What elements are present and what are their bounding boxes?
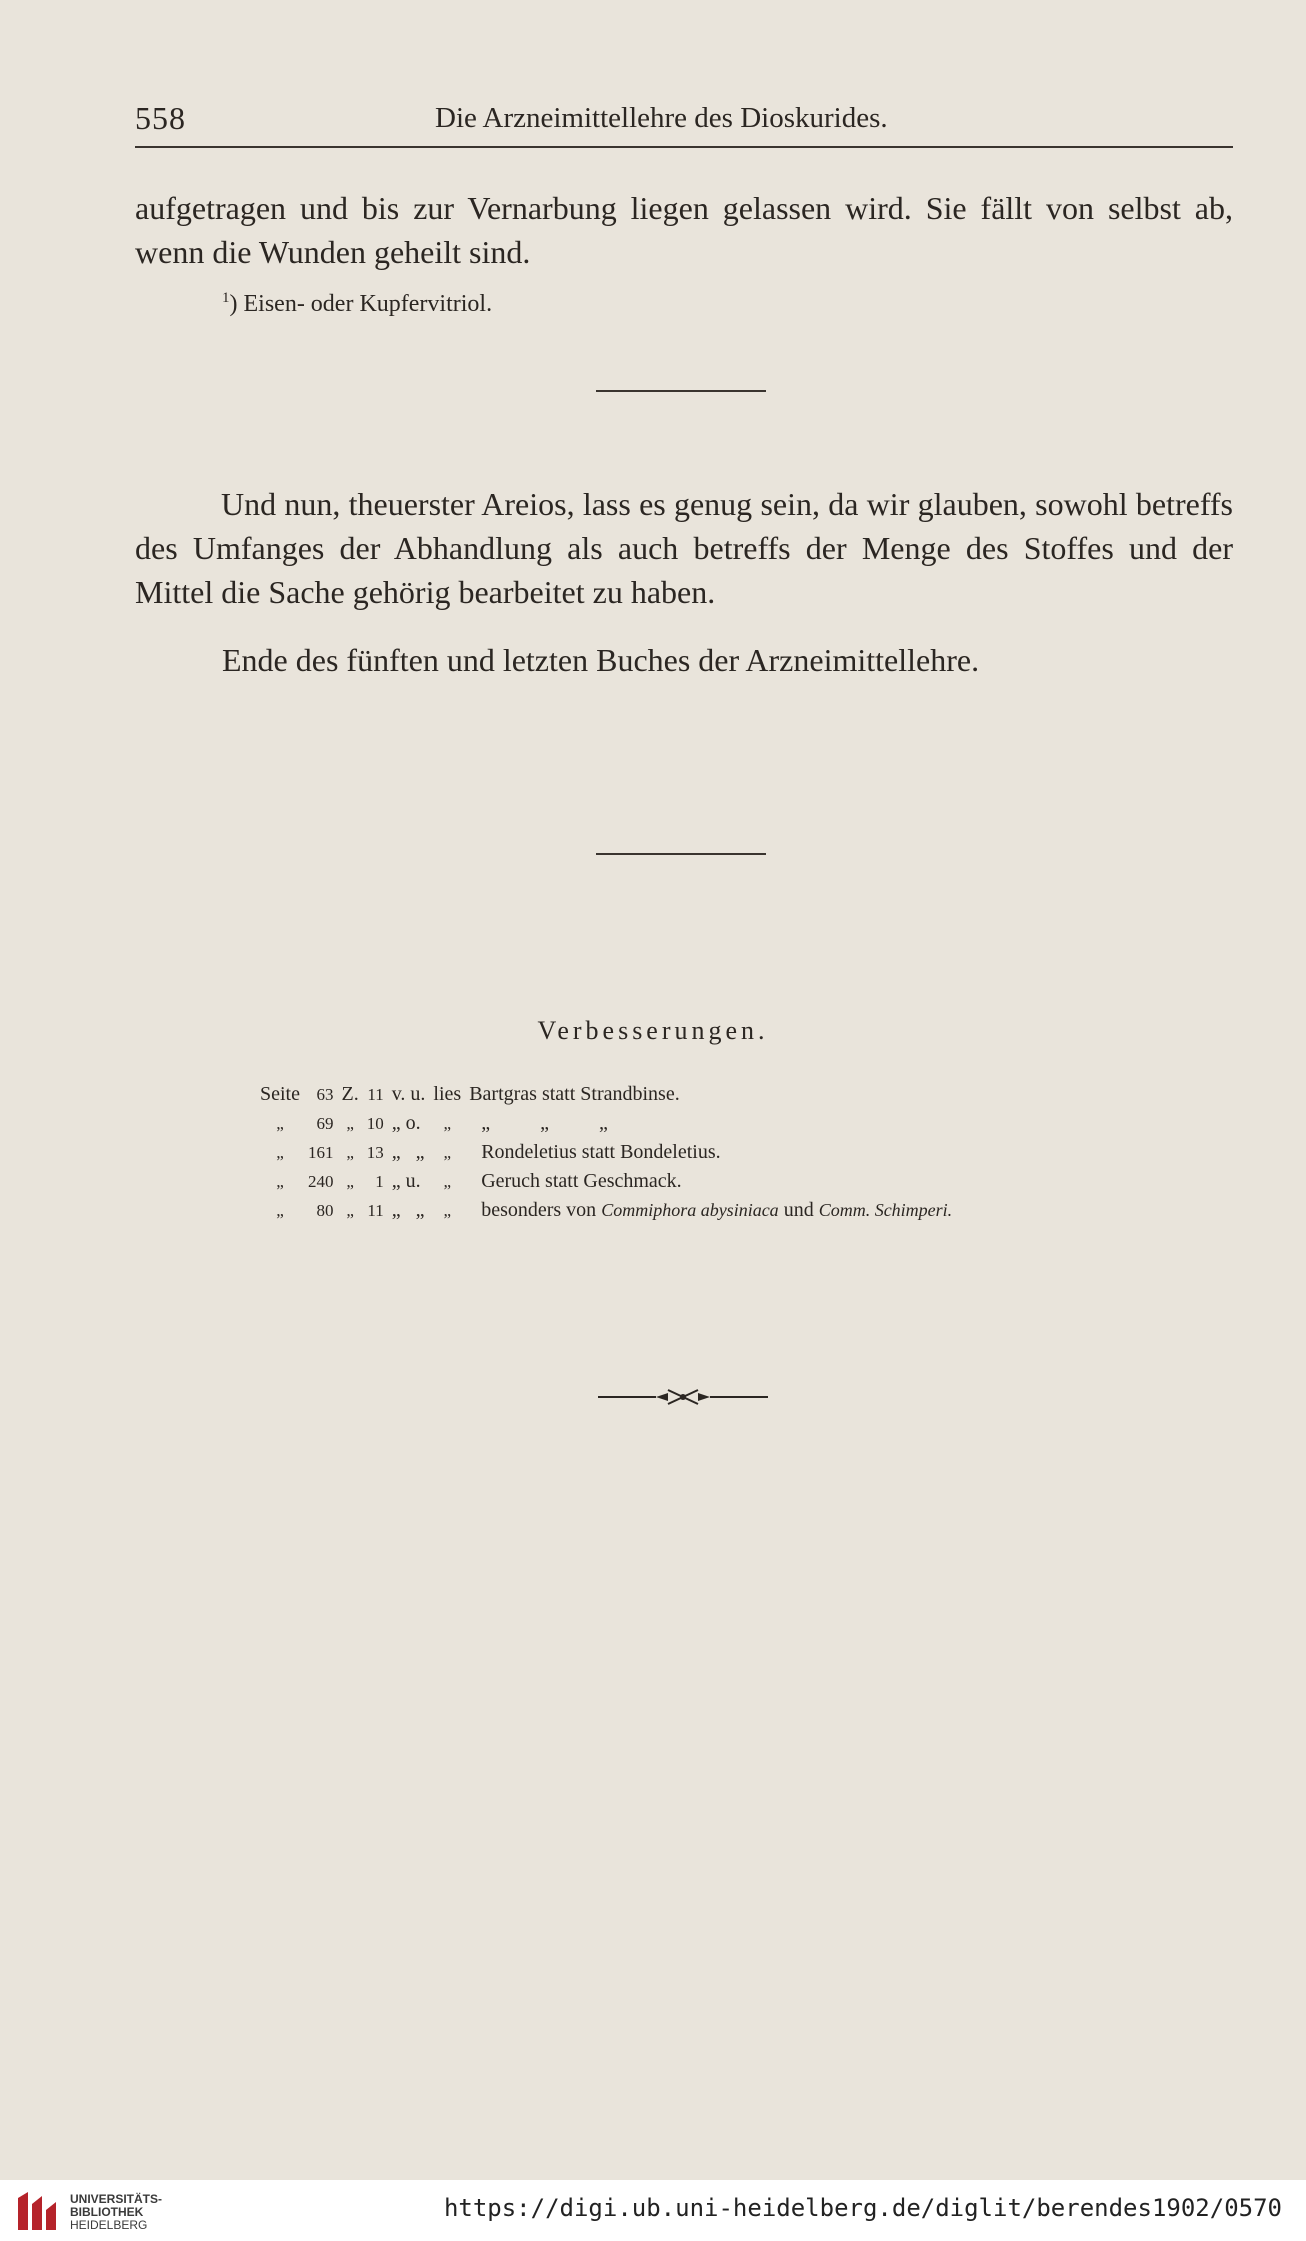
errata-seite: „ <box>276 1113 284 1133</box>
page-header <box>135 100 1233 148</box>
errata-line: 11 <box>367 1084 384 1104</box>
footnote <box>222 290 492 318</box>
errata-row <box>256 1080 956 1109</box>
errata-seite: „ <box>276 1142 284 1162</box>
section-divider-bottom <box>596 853 766 855</box>
footnote-marker: 1 <box>222 290 230 306</box>
library-name-line3: HEIDELBERG <box>70 2218 148 2232</box>
errata-correction-prefix: besonders von <box>481 1199 602 1221</box>
errata-lies: „ <box>443 1171 452 1191</box>
errata-seite: „ <box>276 1200 284 1220</box>
errata-page: 80 <box>316 1200 334 1220</box>
section-divider-top <box>596 390 766 392</box>
errata-row <box>256 1138 956 1167</box>
page-url-link[interactable]: https://digi.ub.uni-heidelberg.de/diglit/berendes1902/0570 <box>443 2194 1282 2222</box>
errata-direction: „ o. <box>391 1112 421 1134</box>
errata-page: 69 <box>316 1113 334 1133</box>
closing-paragraph-text: Und nun, theuerster Areios, lass es genug sein, da wir glauben, sowohl betreffs des Umfanges der Abhandlung als auch betreffs der Menge des Stoffes und der Mittel die Sache gehörig bearbeitet zu haben. <box>135 486 1233 610</box>
errata-species-1: Commiphora abysiniaca <box>601 1200 779 1220</box>
errata-line: 11 <box>367 1200 384 1220</box>
running-title: Die Arzneimittellehre des Dioskurides. <box>435 102 888 134</box>
errata-line: 1 <box>375 1171 384 1191</box>
errata-direction: „ „ <box>391 1199 425 1221</box>
errata-z: „ <box>346 1142 354 1162</box>
page-number: 558 <box>135 100 186 136</box>
errata-correction-join: und <box>778 1199 819 1221</box>
library-name <box>70 2193 162 2232</box>
errata-z: „ <box>346 1171 354 1191</box>
closing-paragraph <box>135 482 1233 614</box>
ornament-divider <box>598 1385 768 1414</box>
errata-seite: „ <box>276 1171 284 1191</box>
paragraph-continuation: aufgetragen und bis zur Vernarbung liegen gelassen wird. Sie fällt von selbst ab, wenn die Wunden geheilt sind. <box>135 190 1233 270</box>
errata-z: Z. <box>341 1083 359 1105</box>
footer-bar <box>0 2180 1306 2241</box>
errata-direction: v. u. <box>391 1083 426 1105</box>
errata-line: 13 <box>366 1142 384 1162</box>
errata-direction: „ „ <box>391 1141 425 1163</box>
library-logo-icon <box>14 2190 60 2232</box>
errata-lies: lies <box>433 1083 462 1105</box>
errata-row <box>256 1109 956 1138</box>
errata-correction: Geruch statt Geschmack. <box>481 1170 682 1192</box>
errata-page: 240 <box>308 1171 334 1191</box>
errata-page: 63 <box>316 1084 334 1104</box>
errata-table <box>256 1080 956 1225</box>
errata-direction: „ u. <box>391 1170 421 1192</box>
errata-z: „ <box>346 1113 354 1133</box>
errata-line: 10 <box>366 1113 384 1133</box>
errata-heading: Verbesserungen. <box>537 1016 769 1045</box>
errata-z: „ <box>346 1200 354 1220</box>
library-logo <box>14 2190 60 2237</box>
errata-row <box>256 1167 956 1196</box>
errata-seite: Seite <box>260 1083 300 1105</box>
errata-species-2: Comm. Schimperi. <box>818 1200 953 1220</box>
errata-correction: „ „ „ <box>481 1112 608 1134</box>
errata-correction <box>465 1196 956 1225</box>
errata-correction: Bartgras statt Strandbinse. <box>469 1083 680 1105</box>
footnote-text: ) Eisen- oder Kupfervitriol. <box>229 291 493 317</box>
library-name-line1: UNIVERSITÄTS- <box>70 2192 163 2206</box>
library-name-line2: BIBLIOTHEK <box>70 2205 144 2219</box>
ornament-icon <box>598 1385 768 1409</box>
end-of-book-line: Ende des fünften und letzten Buches der Arzneimittellehre. <box>222 642 980 678</box>
errata-row <box>256 1196 956 1225</box>
errata-correction: Rondeletius statt Bondeletius. <box>481 1141 721 1163</box>
errata-lies: „ <box>443 1142 452 1162</box>
errata-lies: „ <box>443 1200 452 1220</box>
errata-lies: „ <box>443 1113 452 1133</box>
errata-page: 161 <box>308 1142 334 1162</box>
